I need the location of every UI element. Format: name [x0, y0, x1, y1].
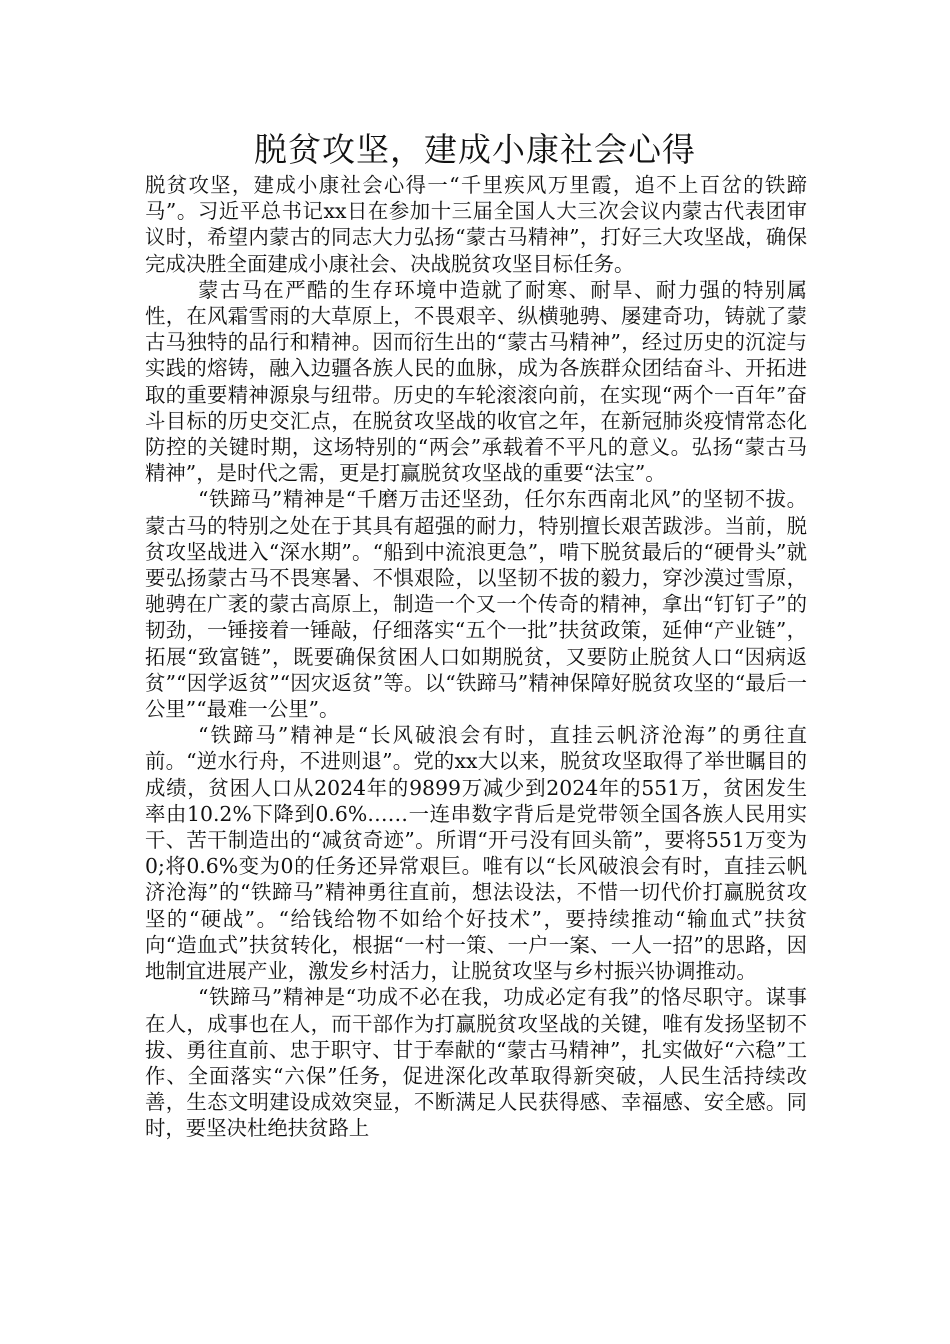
paragraph-perseverance: “铁蹄马”精神是“千磨万击还坚劲，任尔东西南北风”的坚韧不拔。蒙古马的特别之处在于其具有超强的耐力，特别擅长艰苦跋涉。当前，脱贫攻坚战进入“深水期”。“船到中流浪更急”，啃下脱贫最后的“硬骨头”就要弘扬蒙古马不畏寒暑、不惧艰险，以坚韧不拔的毅力，穿沙漠过雪原，驰骋在广袤的蒙古高原上，制造一个又一个传奇的精神，拿出“钉钉子”的韧劲，一锤接着一锤敲，仔细落实“五个一批”扶贫政策，延伸“产业链”，拓展“致富链”，既要确保贫困人口如期脱贫，又要防止脱贫人口“因病返贫”“因学返贫”“因灾返贫”等。以“铁蹄马”精神保障好脱贫攻坚的“最后一公里”“最难一公里”。 — [145, 487, 807, 722]
document-title: 脱贫攻坚，建成小康社会心得 — [254, 130, 696, 169]
document-body — [145, 172, 807, 1142]
paragraph-forge-ahead: “铁蹄马”精神是“长风破浪会有时，直挂云帆济沧海”的勇往直前。“逆水行舟，不进则退”。党的xx大以来，脱贫攻坚取得了举世瞩目的成绩，贫困人口从2024年的9899万减少到2024年的551万，贫困发生率由10.2%下降到0.6%……一连串数字背后是党带领全国各族人民用实干、苦干制造出的“减贫奇迹”。所谓“开弓没有回头箭”，要将551万变为0;将0.6%变为0的任务还异常艰巨。唯有以“长风破浪会有时，直挂云帆济沧海”的“铁蹄马”精神勇往直前，想法设法，不惜一切代价打赢脱贫攻坚的“硬战”。“给钱给物不如给个好技术”，要持续推动“输血式”扶贫向“造血式”扶贫转化，根据“一村一策、一户一案、一人一招”的思路，因地制宜进展产业，激发乡村活力，让脱贫攻坚与乡村振兴协调推动。 — [145, 723, 807, 984]
paragraph-mongolian-horse: 蒙古马在严酷的生存环境中造就了耐寒、耐旱、耐力强的特别属性，在风霜雪雨的大草原上，不畏艰辛、纵横驰骋、屡建奇功，铸就了蒙古马独特的品行和精神。因而衍生出的“蒙古马精神”，经过历史的沉淀与实践的熔铸，融入边疆各族人民的血脉，成为各族群众团结奋斗、开拓进取的重要精神源泉与纽带。历史的车轮滚滚向前，在实现“两个一百年”奋斗目标的历史交汇点，在脱贫攻坚战的收官之年，在新冠肺炎疫情常态化防控的关键时期，这场特别的“两会”承载着不平凡的意义。弘扬“蒙古马精神”，是时代之需，更是打赢脱贫攻坚战的重要“法宝”。 — [145, 277, 807, 486]
paragraph-duty: “铁蹄马”精神是“功成不必在我，功成必定有我”的恪尽职守。谋事在人，成事也在人，而干部作为打赢脱贫攻坚战的关键，唯有发扬坚韧不拔、勇往直前、忠于职守、甘于奉献的“蒙古马精神”，扎实做好“六稳”工作、全面落实“六保”任务，促进深化改革取得新突破，人民生活持续改善，生态文明建设成效突显，不断满足人民获得感、幸福感、安全感。同时，要坚决杜绝扶贫路上 — [145, 985, 807, 1141]
paragraph-intro: 脱贫攻坚，建成小康社会心得一“千里疾风万里霞，追不上百岔的铁蹄马”。习近平总书记xx日在参加十三届全国人大三次会议内蒙古代表团审议时，希望内蒙古的同志大力弘扬“蒙古马精神”，打好三大攻坚战，确保完成决胜全面建成小康社会、决战脱贫攻坚目标任务。 — [145, 173, 807, 276]
